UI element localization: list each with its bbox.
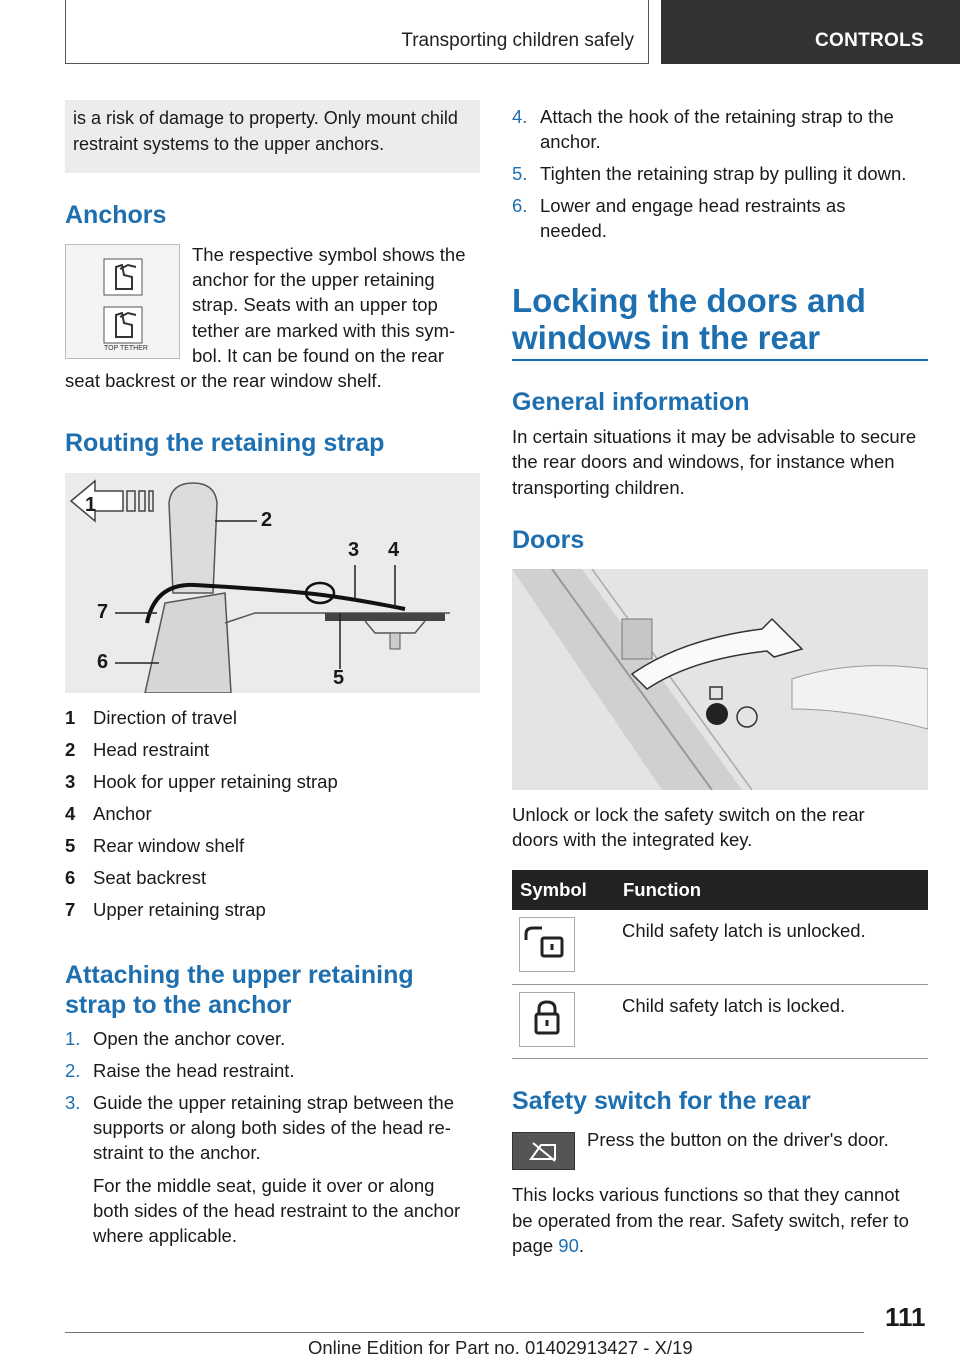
retaining-strap-diagram xyxy=(65,473,480,693)
page-reference xyxy=(512,1233,584,1259)
figure-label-5: 5 xyxy=(333,667,345,689)
table-row-function: Child safety latch is unlocked. xyxy=(622,920,866,941)
page-ref-link[interactable]: 90 xyxy=(558,1235,579,1256)
step3-line2: supports or along both sides of the head re- xyxy=(93,1117,451,1138)
safety-text-line2: be operated from the rear. Safety switch, refer to xyxy=(512,1210,909,1231)
general-text-line3: transporting children. xyxy=(512,477,685,498)
unlocked-latch-icon xyxy=(520,918,574,971)
chapter-title: CONTROLS xyxy=(815,30,925,51)
anchors-heading: Anchors xyxy=(65,201,167,229)
anchors-text-line4: tether are marked with this sym- xyxy=(192,320,456,341)
safety-switch-button-icon xyxy=(512,1132,575,1170)
general-text-line2: the rear doors and windows, for instance when xyxy=(512,451,895,472)
attaching-heading-line2: strap to the anchor xyxy=(65,991,292,1019)
table-row-symbol xyxy=(519,992,575,1047)
step3-extra-line1: For the middle seat, guide it over or along xyxy=(93,1175,435,1196)
figure-label-1: 1 xyxy=(85,494,97,516)
figure-label-2: 2 xyxy=(261,509,273,531)
locking-heading-line2: windows in the rear xyxy=(512,319,821,356)
door-safety-switch-illustration xyxy=(512,569,928,790)
symbol-table-header xyxy=(512,870,928,910)
doors-heading: Doors xyxy=(512,526,585,554)
page-ref-suffix: . xyxy=(578,1235,585,1256)
footer-rule xyxy=(65,1332,864,1333)
heading-rule xyxy=(512,359,928,361)
header-chapter-box xyxy=(661,0,960,64)
table-row-divider xyxy=(512,984,928,985)
step3-extra-line2: both sides of the head restraint to the anchor xyxy=(93,1200,461,1221)
strap-routing-illustration xyxy=(65,473,480,693)
step6-line2: needed. xyxy=(540,220,607,241)
doors-text-line1: Unlock or lock the safety switch on the rear xyxy=(512,804,865,825)
step4-line2: anchor. xyxy=(540,131,601,152)
figure-label-7: 7 xyxy=(97,601,109,623)
general-text-line1: In certain situations it may be advisable to secure xyxy=(512,426,917,447)
attaching-heading-line1: Attaching the upper retaining xyxy=(65,961,414,989)
figure-label-6: 6 xyxy=(97,651,109,673)
safety-text-line1: This locks various functions so that they cannot xyxy=(512,1184,900,1205)
edition-info: Online Edition for Part no. 01402913427 - X/19 xyxy=(308,1337,693,1358)
safety-button-text: Press the button on the driver's door. xyxy=(587,1129,889,1150)
col-symbol-header: Symbol xyxy=(520,879,587,900)
top-tether-label: TOP TETHER xyxy=(104,345,148,352)
page-number: 111 xyxy=(885,1302,926,1332)
anchors-text-line5: bol. It can be found on the rear xyxy=(192,345,444,366)
section-title: Transporting children safely xyxy=(401,30,634,51)
safety-switch-heading: Safety switch for the rear xyxy=(512,1087,811,1115)
door-lock-photo xyxy=(512,569,928,790)
anchors-text-line1: The respective symbol shows the xyxy=(192,244,466,265)
table-row-symbol xyxy=(519,917,575,972)
table-row-function: Child safety latch is locked. xyxy=(622,995,846,1016)
figure-label-4: 4 xyxy=(388,539,400,561)
routing-heading: Routing the retaining strap xyxy=(65,429,385,457)
window-lock-icon xyxy=(513,1133,574,1169)
anchor-symbol-image xyxy=(65,244,180,359)
child-seat-anchor-icon xyxy=(66,245,179,358)
anchors-text-line6: seat backrest or the rear window shelf. xyxy=(65,370,382,391)
locked-latch-icon xyxy=(520,993,574,1046)
step3-line3: straint to the anchor. xyxy=(93,1142,261,1163)
figure-label-3: 3 xyxy=(348,539,360,561)
col-function-header: Function xyxy=(623,879,702,900)
general-heading: General information xyxy=(512,388,750,416)
warning-note: is a risk of damage to property. Only mount child restraint systems to the upper anchors. xyxy=(65,100,480,173)
page-ref-prefix: page xyxy=(512,1235,559,1256)
table-row-divider xyxy=(512,1058,928,1059)
step3-extra-line3: where applicable. xyxy=(93,1225,237,1246)
anchors-text-line2: anchor for the upper retaining xyxy=(192,269,435,290)
header-section-box xyxy=(65,0,649,64)
doors-text-line2: doors with the integrated key. xyxy=(512,829,753,850)
anchors-text-line3: strap. Seats with an upper top xyxy=(192,294,438,315)
locking-heading-line1: Locking the doors and xyxy=(512,282,866,319)
